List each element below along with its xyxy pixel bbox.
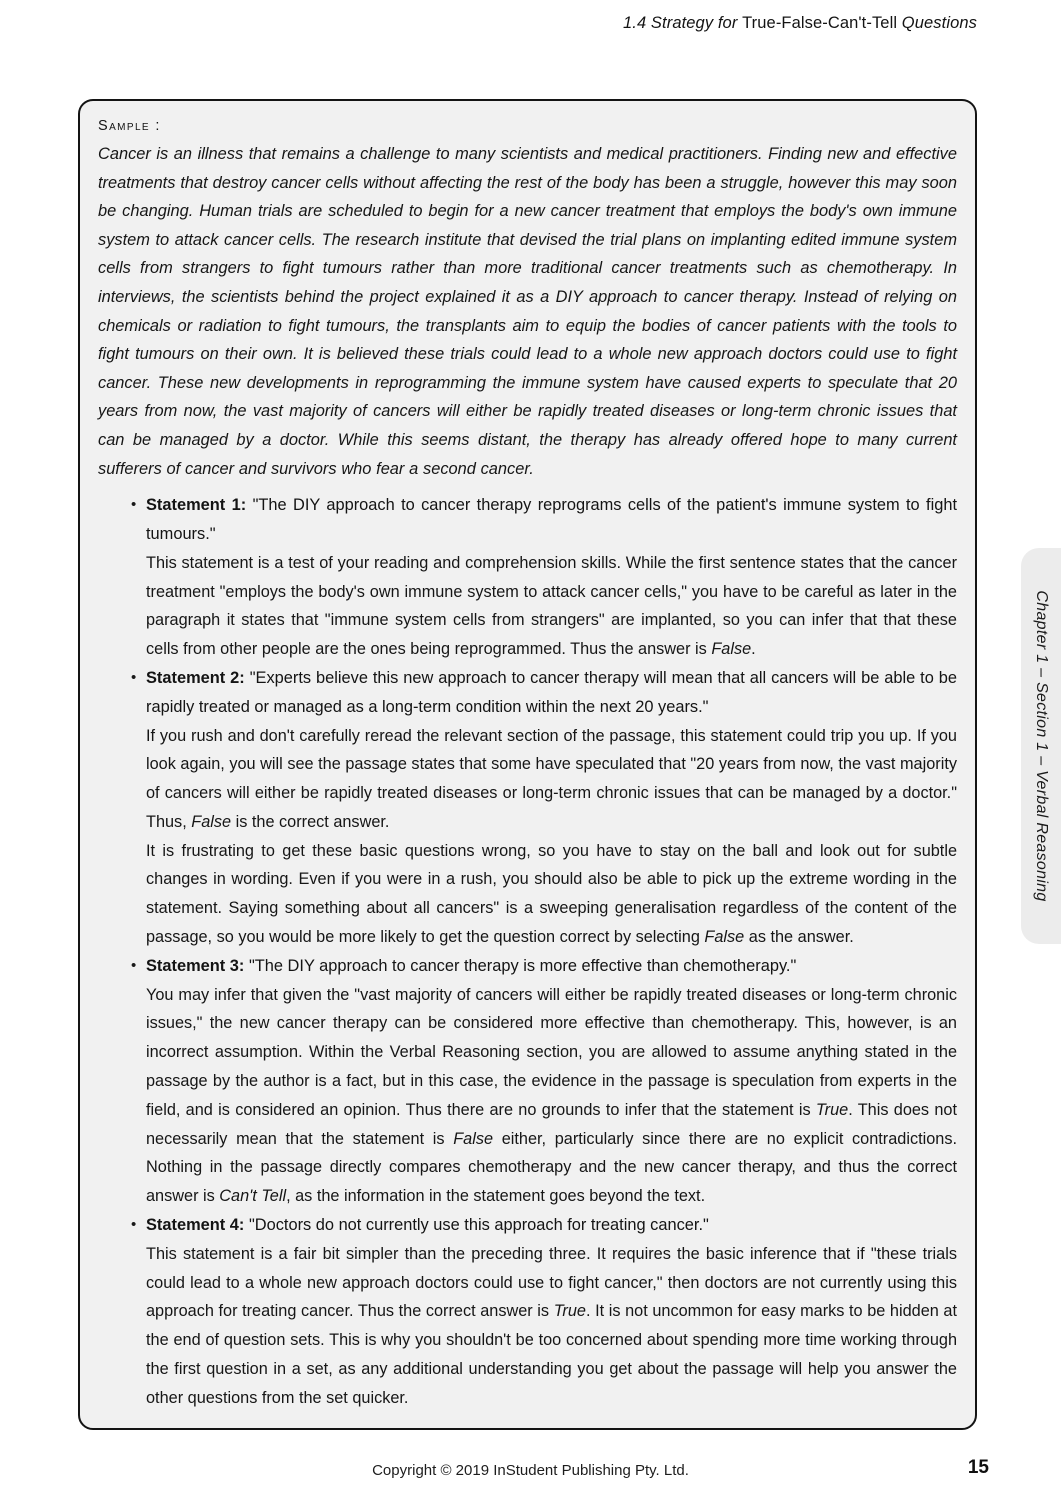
statement-2-quote: "Experts believe this new approach to cancer therapy will mean that all cancers will be able to be rapidly treated or managed as a long-term condition within the next 20 years."	[146, 668, 957, 716]
footer-copyright: Copyright © 2019 InStudent Publishing Pty. Ltd.	[372, 1462, 689, 1479]
statement-2-explanation-a	[146, 722, 957, 837]
footer-page-number: 15	[967, 1457, 989, 1478]
explanation-text-tail: is the correct answer.	[231, 812, 390, 831]
list-item	[146, 491, 957, 664]
answer-term: False	[704, 928, 745, 947]
answer-term-false: False	[453, 1129, 494, 1148]
statement-3-quote: "The DIY approach to cancer therapy is more effective than chemotherapy."	[248, 956, 797, 975]
statement-1-quote: "The DIY approach to cancer therapy reprograms cells of the patient's immune system to fight tumours."	[146, 496, 958, 543]
page-header	[623, 14, 977, 33]
explanation-text: You may infer that given the "vast majority of cancers will either be rapidly treated diseases or long-term chronic issues," the new cancer therapy can be considered more effective than chemotherapy. This, however, is an incorrect assumption. Within the Verbal Reasoning section, you are allowed to assume anything stated in the passage by the author is a fact, but in this case, the evidence in the passage is speculation from experts in the field, and is considered an opinion. Thus there are no grounds to infer that the statement is	[146, 985, 957, 1119]
statement-3-explanation	[146, 981, 957, 1211]
sample-box	[78, 99, 977, 1430]
statement-3-heading	[146, 952, 957, 981]
statement-2-label: Statement 2:	[146, 668, 245, 687]
explanation-text-mid: . This does not necessarily mean that the statement is	[146, 1100, 957, 1148]
list-item	[146, 664, 957, 952]
answer-term-cant-tell: Can't Tell	[219, 1187, 287, 1206]
list-item	[146, 952, 957, 1211]
explanation-text-mid2: either, particularly since there are no explicit contradictions. Nothing in the passage directly compares chemotherapy and the new cancer therapy, and thus the correct answer is	[146, 1129, 957, 1206]
explanation-text: This statement is a fair bit simpler than the preceding three. It requires the basic inference that if "these trials could lead to a whole new approach doctors could use to fight cancer," then doctors are not currently using this approach for treating cancer. Thus the correct answer is	[146, 1244, 957, 1321]
statement-1-heading	[146, 491, 957, 549]
statement-4-label: Statement 4:	[146, 1216, 245, 1235]
sample-passage: Cancer is an illness that remains a challenge to many scientists and medical practitioners. Finding new and effective treatments that destroy cancer cells without affecting the rest of the body has been a struggle, however this may soon be changing. Human trials are scheduled to begin for a new cancer treatment that employs the body's own immune system to attack cancer cells. The research institute that devised the trial plans on implanting edited immune system cells from strangers to fight tumours rather than more traditional cancer treatments such as chemotherapy. In interviews, the scientists behind the project explained it as a DIY approach to cancer therapy. Instead of relying on chemicals or radiation to fight tumours, the transplants aim to equip the bodies of cancer patients with the tools to fight tumours on their own. It is believed these trials could lead to a whole new approach doctors could use to fight cancer. These new developments in reprogramming the immune system have caused experts to speculate that 20 years from now, the vast majority of cancers will either be rapidly treated diseases or long-term chronic issues that can be managed by a doctor. While this seems distant, the therapy has already offered hope to many current sufferers of cancer and survivors who fear a second cancer.	[98, 145, 957, 478]
statement-4-explanation	[146, 1240, 957, 1413]
answer-term: True	[553, 1302, 586, 1321]
list-item	[146, 1211, 957, 1413]
explanation-text: If you rush and don't carefully reread the relevant section of the passage, this statement could trip you up. If you look again, you will see the passage states that some have speculated that "20 years from now, the vast majority of cancers will either be rapidly treated diseases or long-term chronic issues that can be managed by a doctor." Thus,	[146, 726, 957, 831]
statement-2-heading	[146, 664, 957, 722]
statement-1-label: Statement 1:	[146, 496, 247, 515]
explanation-text-tail: . It is not uncommon for easy marks to be hidden at the end of question sets. This is why you shouldn't be too concerned about spending more time working through the first question in a set, as any additional understanding you get about the passage will help you answer the other questions from the set quicker.	[146, 1302, 957, 1407]
explanation-text-tail: as the answer.	[744, 928, 854, 947]
statement-1-explanation	[146, 549, 957, 664]
answer-term: False	[191, 812, 232, 831]
statement-4-quote: "Doctors do not currently use this approach for treating cancer."	[248, 1216, 709, 1235]
sample-label: Sample :	[98, 118, 161, 134]
header-question-type: True-False-Can't-Tell	[742, 14, 898, 32]
chapter-side-tab	[1021, 548, 1061, 944]
explanation-text-tail: , as the information in the statement goes beyond the text.	[286, 1187, 706, 1206]
statement-list	[96, 491, 959, 1413]
explanation-text: This statement is a test of your reading and comprehension skills. While the first sentence states that the cancer treatment "employs the body's own immune system to attack cancer cells," you have to be careful as later in the paragraph it states that "immune system cells from strangers" are implanted, so you can infer that that these cells from other people are the ones being reprogrammed. Thus the answer is	[146, 553, 957, 659]
statement-3-label: Statement 3:	[146, 956, 245, 975]
answer-term-true: True	[815, 1100, 849, 1119]
explanation-text-tail: .	[751, 640, 756, 659]
statement-4-heading	[146, 1211, 957, 1240]
explanation-text: It is frustrating to get these basic questions wrong, so you have to stay on the ball and look out for subtle changes in wording. Even if you were in a rush, you should also be able to pick up the extreme wording in the statement. Saying something about all cancers" is a sweeping generalisation regardless of the content of the passage, so you would be more likely to get the question correct by selecting	[146, 841, 957, 947]
header-section-number: 1.4 Strategy for	[623, 14, 743, 32]
statement-2-explanation-b	[146, 837, 957, 952]
answer-term: False	[711, 640, 752, 659]
chapter-side-tab-label: Chapter 1 – Section 1 – Verbal Reasoning	[1033, 590, 1050, 902]
header-suffix: Questions	[897, 14, 977, 32]
